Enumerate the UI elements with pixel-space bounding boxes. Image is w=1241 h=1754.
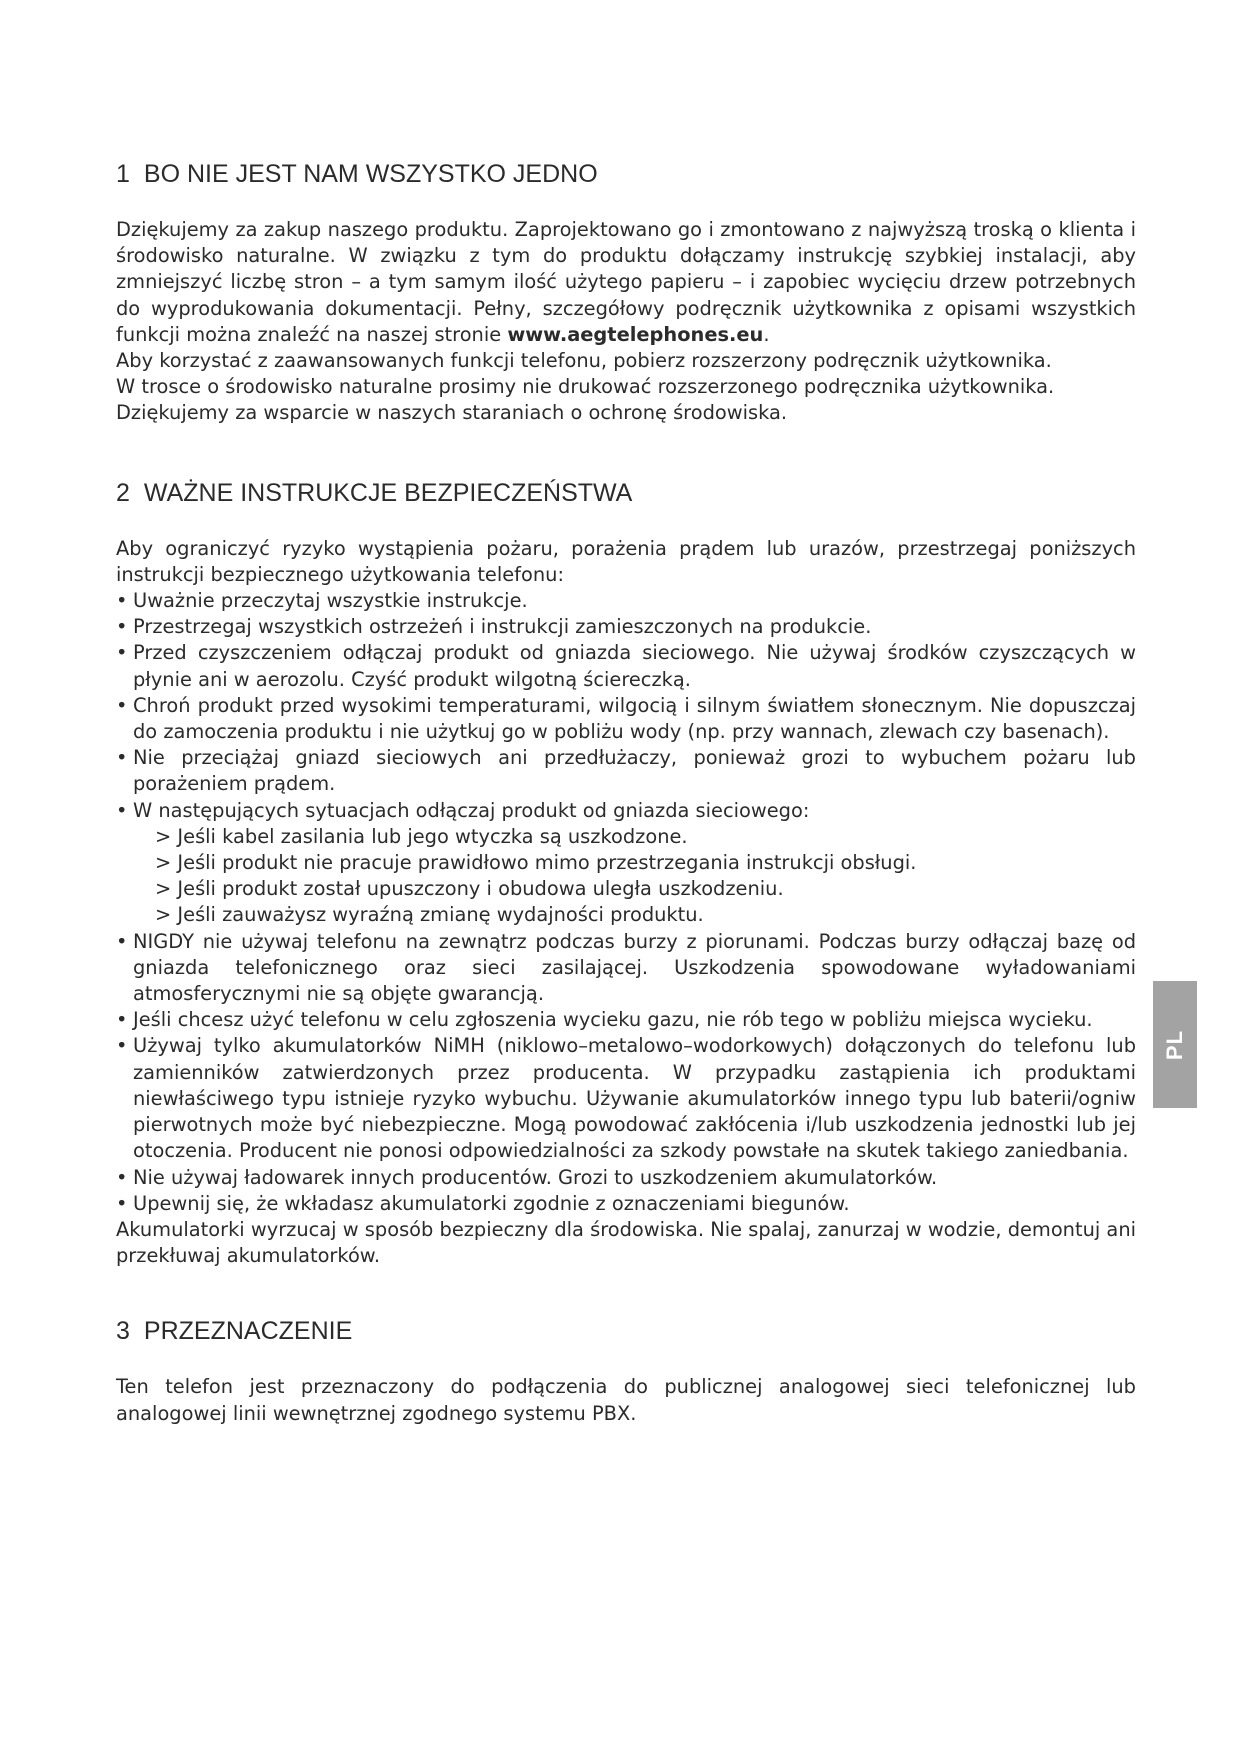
list-item: • Przed czyszczeniem odłączaj produkt od gniazda sieciowego. Nie używaj środków czyszczących w płynie ani w aerozolu. Czyść produkt wilgotną ściereczką. xyxy=(116,640,1136,692)
section-1-number: 1 xyxy=(116,160,130,188)
section-1-period: . xyxy=(763,322,770,346)
section-2 xyxy=(116,479,1136,1270)
section-1-text: Dziękujemy za zakup naszego produktu. Zaprojektowano go i zmontowano z najwyższą troską o klienta i środowisko naturalne. W związku z tym do produktu dołączamy instrukcję szybkiej instalacji, aby zmniejszyć liczbę stron – a tym samym ilość użytego papieru – i zapobiec wycięciu drzew potrzebnych do wyprodukowania dokumentacji. Pełny, szczegółowy podręcznik użytkownika z opisami wszystkich funkcji można znaleźć na naszej stronie xyxy=(116,218,1136,346)
list-item-text: W następujących sytuacjach odłączaj produkt od gniazda sieciowego: xyxy=(133,798,810,822)
section-1-heading xyxy=(116,160,1136,189)
sub-list-item: > Jeśli kabel zasilania lub jego wtyczka są uszkodzone. xyxy=(155,824,1136,850)
document-page xyxy=(116,160,1136,1479)
list-item: • Jeśli chcesz użyć telefonu w celu zgłoszenia wycieku gazu, nie rób tego w pobliżu miejsca wycieku. xyxy=(116,1007,1136,1033)
language-tab-label: PL xyxy=(1162,1029,1187,1060)
sub-list-item: > Jeśli produkt został upuszczony i obudowa uległa uszkodzeniu. xyxy=(155,876,1136,902)
section-1-line-3: Dziękujemy za wsparcie w naszych staraniach o ochronę środowiska. xyxy=(116,401,788,425)
section-1-line-1: Aby korzystać z zaawansowanych funkcji telefonu, pobierz rozszerzony podręcznik użytkownika. xyxy=(116,349,1052,373)
section-3-paragraph: Ten telefon jest przeznaczony do podłączenia do publicznej analogowej sieci telefonicznej lub analogowej linii wewnętrznej zgodnego systemu PBX. xyxy=(116,1375,1136,1425)
section-3-heading xyxy=(116,1317,1136,1346)
section-3 xyxy=(116,1317,1136,1426)
language-tab xyxy=(1153,981,1197,1108)
section-2-number: 2 xyxy=(116,478,130,507)
list-item: • Przestrzegaj wszystkich ostrzeżeń i instrukcji zamieszczonych na produkcie. xyxy=(116,614,1136,640)
list-item-disconnect xyxy=(116,798,1136,929)
sub-list xyxy=(133,824,1136,929)
section-2-title: WAŻNE INSTRUKCJE BEZPIECZEŃSTWA xyxy=(143,478,633,507)
section-1-title: BO NIE JEST NAM WSZYSTKO JEDNO xyxy=(143,160,598,188)
website-link[interactable]: www.aegtelephones.eu xyxy=(507,322,764,346)
section-3-number: 3 xyxy=(116,1317,130,1346)
list-item: • Uważnie przeczytaj wszystkie instrukcje. xyxy=(116,588,1136,614)
list-item: • Używaj tylko akumulatorków NiMH (niklowo–metalowo–wodorkowych) dołączonych do telefonu lub zamienników zatwierdzonych przez producenta. W przypadku zastąpienia ich produktami niewłaściwego typu istnieje ryzyko wybuchu. Używanie akumulatorków innego typu lub baterii/ogniw pierwotnych może być niebezpieczne. Mogą powodować zakłócenia i/lub uszkodzenia jednostki lub jej otoczenia. Producent nie ponosi odpowiedzialności za szkody powstałe na skutek takiego zaniedbania. xyxy=(116,1033,1136,1164)
list-item: • NIGDY nie używaj telefonu na zewnątrz podczas burzy z piorunami. Podczas burzy odłączaj bazę od gniazda telefonicznego oraz sieci zasilającej. Uszkodzenia spowodowane wyładowaniami atmosferycznymi nie są objęte gwarancją. xyxy=(116,929,1136,1008)
list-item: • Nie używaj ładowarek innych producentów. Grozi to uszkodzeniem akumulatorków. xyxy=(116,1165,1136,1191)
safety-list xyxy=(116,588,1136,1217)
section-1-line-2: W trosce o środowisko naturalne prosimy nie drukować rozszerzonego podręcznika użytkownika. xyxy=(116,375,1055,399)
section-1-paragraph xyxy=(116,217,1136,348)
list-item: • Upewnij się, że wkładasz akumulatorki zgodnie z oznaczeniami biegunów. xyxy=(116,1191,1136,1217)
section-1 xyxy=(116,160,1136,427)
sub-list-item: > Jeśli produkt nie pracuje prawidłowo mimo przestrzegania instrukcji obsługi. xyxy=(155,850,1136,876)
section-3-title: PRZEZNACZENIE xyxy=(143,1317,353,1346)
section-2-heading xyxy=(116,479,1136,508)
sub-list-item: > Jeśli zauważysz wyraźną zmianę wydajności produktu. xyxy=(155,902,1136,928)
section-2-intro: Aby ograniczyć ryzyko wystąpienia pożaru, porażenia prądem lub urazów, przestrzegaj poniższych instrukcji bezpiecznego użytkowania telefonu: xyxy=(116,536,1136,586)
list-item: • Nie przeciążaj gniazd sieciowych ani przedłużaczy, ponieważ grozi to wybuchem pożaru lub porażeniem prądem. xyxy=(116,745,1136,797)
section-2-outro: Akumulatorki wyrzucaj w sposób bezpieczny dla środowiska. Nie spalaj, zanurzaj w wodzie, demontuj ani przekłuwaj akumulatorków. xyxy=(116,1217,1136,1268)
list-item: • Chroń produkt przed wysokimi temperaturami, wilgocią i silnym światłem słonecznym. Nie dopuszczaj do zamoczenia produktu i nie użytkuj go w pobliżu wody (np. przy wannach, zlewach czy basenach). xyxy=(116,693,1136,745)
